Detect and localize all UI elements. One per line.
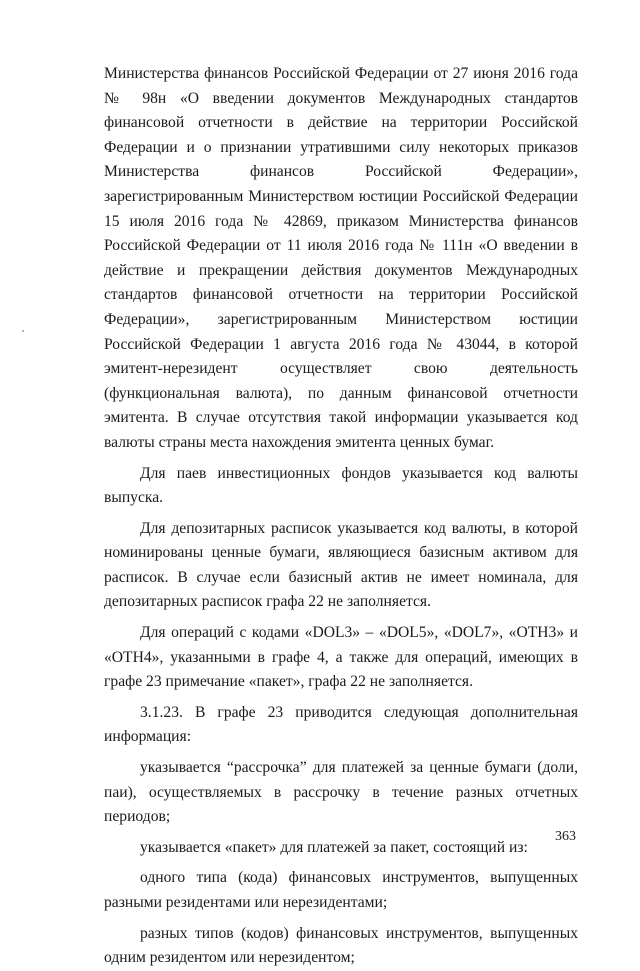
paragraph-package: указывается «пакет» для платежей за пакет, состоящий из: [140,838,528,856]
paragraph-section-3-1-23: 3.1.23. В графе 23 приводится следующая дополнительная информация: [104,703,578,746]
paragraph-depositary-receipts: Для депозитарных расписок указывается код валюты, в которой номинированы ценные бумаги, являющиеся базисным активом для расписок. В случае если базисный актив не имеет номинала, для депозитарных расписок графа 22 не заполняется. [104,519,578,611]
page-number: 363 [555,829,576,844]
paragraph-single-type: одного типа (кода) финансовых инструментов, выпущенных разными резидентами или нерезидентами; [104,869,578,911]
paragraph-continuation: Министерства финансов Российской Федерации от 27 июня 2016 года № 98н «О введении документов Международных стандартов финансовой отчетности в действие на территории Российской Федерации и о признании утратившими силу некоторых приказов Министерства финансов Российской Федерации», зарегистрированным Министерством юстиции Российской Федерации 15 июля 2016 года № 42869, приказом Министерства финансов Российской Федерации от 11 июля 2016 года № 111н «О введении в действие и прекращении действия документов Международных стандартов финансовой отчетности на территории Российской Федерации», зарегистрированным Министерством юстиции Российской Федерации 1 августа 2016 года № 43044, в которой эмитент-нерезидент осуществляет свою деятельность (функциональная валюта), по данным финансовой отчетности эмитента. В случае отсутствия такой информации указывается код валюты страны места нахождения эмитента ценных бумаг. [104,65,578,451]
paragraph-operation-codes: Для операций с кодами «DOL3» – «DOL5», «DOL7», «OTH3» и «OTH4», указанными в графе 4, а также для операций, имеющих в графе 23 примечание «пакет», графа 22 не заполняется. [104,624,578,691]
body-text [104,62,578,971]
paragraph-investment-funds: Для паев инвестиционных фондов указывается код валюты выпуска. [104,464,578,507]
paragraph-installment: указывается “рассрочка” для платежей за ценные бумаги (доли, паи), осуществляемых в рассрочку в течение разных отчетных периодов; [104,759,578,826]
paragraph-different-types: разных типов (кодов) финансовых инструментов, выпущенных одним резидентом или нерезидентом; [104,924,578,967]
scan-speck [22,330,24,332]
